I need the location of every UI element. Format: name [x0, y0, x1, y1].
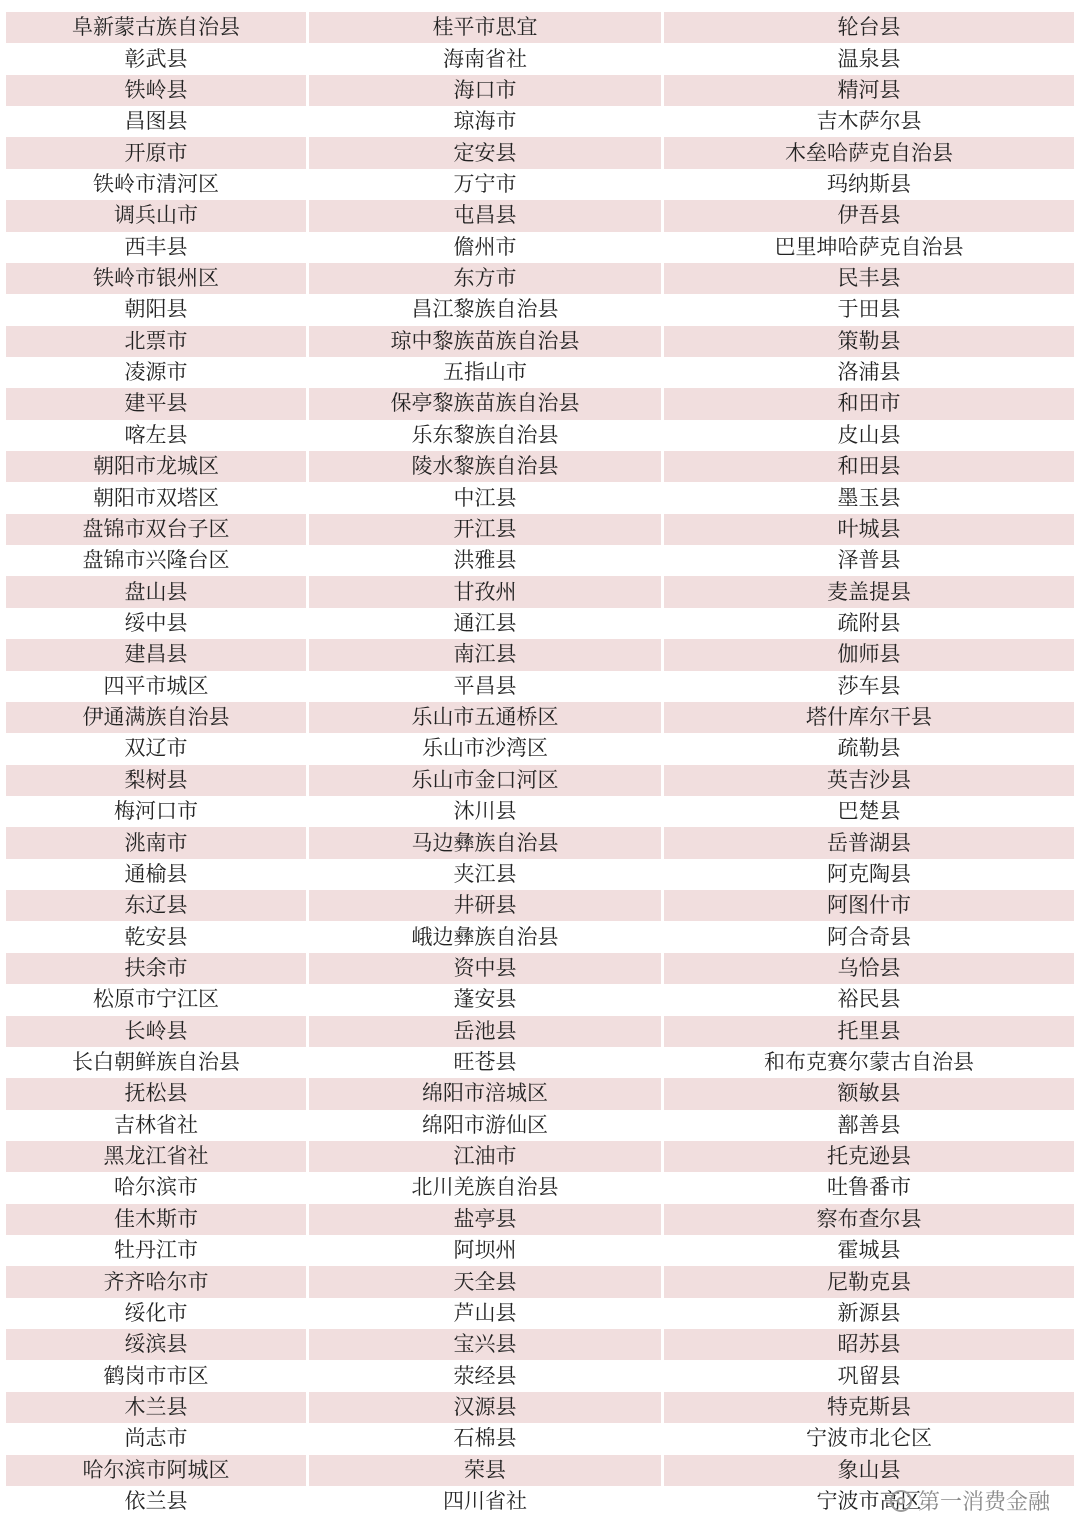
table-cell: 于田县: [837, 297, 901, 322]
table-row: [0, 1298, 1080, 1329]
table-cell: 朝阳市双塔区: [93, 485, 219, 510]
table-cell: 疏附县: [837, 611, 901, 635]
table-cell: 木垒哈萨克自治县: [664, 137, 1074, 168]
table-row: [0, 1047, 1080, 1078]
table-row: [0, 984, 1080, 1015]
table-cell: 伽师县: [664, 639, 1074, 670]
table-cell: 泽普县: [837, 548, 901, 573]
table-cell: 沐川县: [453, 799, 517, 824]
table-row: [0, 765, 1080, 796]
table-cell: 绵阳市游仙区: [422, 1112, 548, 1137]
table-cell: 琼中黎族苗族自治县: [309, 326, 661, 357]
table-cell: 阿坝州: [453, 1238, 517, 1263]
table-row: [0, 639, 1080, 670]
table-cell: 巩留县: [837, 1363, 901, 1388]
table-cell: 乌恰县: [664, 953, 1074, 984]
table-row: [0, 576, 1080, 607]
table-cell: 四川省社: [443, 1489, 527, 1514]
table-row: [0, 1078, 1080, 1109]
table-cell: 轮台县: [664, 12, 1074, 43]
table-row: [0, 702, 1080, 733]
table-cell: 昌图县: [124, 109, 188, 134]
table-row: [0, 1110, 1080, 1141]
table-cell: 洮南市: [6, 827, 306, 858]
table-row: [0, 1329, 1080, 1360]
table-row: [0, 1235, 1080, 1266]
table-cell: 绥化市: [124, 1300, 188, 1325]
table-cell: 绥滨县: [6, 1329, 306, 1360]
table-cell: 伊通满族自治县: [6, 702, 306, 733]
table-cell: 岳普湖县: [664, 827, 1074, 858]
table-row: [0, 545, 1080, 576]
table-cell: 铁岭市清河区: [93, 171, 219, 196]
table-row: [0, 232, 1080, 263]
table-cell: 铁岭市银州区: [6, 263, 306, 294]
table-cell: 南江县: [309, 639, 661, 670]
table-cell: 荣县: [309, 1455, 661, 1486]
table-cell: 喀左县: [124, 422, 188, 447]
table-cell: 依兰县: [124, 1489, 188, 1514]
table-row: [0, 451, 1080, 482]
table-cell: 琼海市: [453, 109, 517, 134]
table-cell: 抚松县: [6, 1078, 306, 1109]
table-cell: 尼勒克县: [664, 1266, 1074, 1297]
table-cell: 蓬安县: [453, 987, 517, 1012]
table-cell: 通榆县: [124, 861, 188, 886]
table-cell: 新源县: [837, 1300, 901, 1325]
table-cell: 东方市: [309, 263, 661, 294]
table-cell: 江油市: [309, 1141, 661, 1172]
table-cell: 察布查尔县: [664, 1204, 1074, 1235]
table-cell: 长岭县: [6, 1016, 306, 1047]
table-row: [0, 890, 1080, 921]
table-cell: 民丰县: [664, 263, 1074, 294]
table-cell: 马边彝族自治县: [309, 827, 661, 858]
table-cell: 桂平市思宜: [309, 12, 661, 43]
table-cell: 平昌县: [453, 673, 517, 698]
table-cell: 阿合奇县: [827, 924, 911, 949]
table-cell: 梅河口市: [114, 799, 198, 824]
table-row: [0, 1360, 1080, 1391]
table-cell: 疏勒县: [837, 736, 901, 761]
table-cell: 温泉县: [837, 46, 901, 71]
table-cell: 英吉沙县: [664, 765, 1074, 796]
table-cell: 裕民县: [837, 987, 901, 1012]
table-row: [0, 263, 1080, 294]
table-cell: 四平市城区: [103, 673, 209, 698]
table-cell: 通江县: [453, 611, 517, 635]
table-cell: 屯昌县: [309, 200, 661, 231]
table-cell: 建昌县: [6, 639, 306, 670]
table-cell: 乐山市五通桥区: [309, 702, 661, 733]
table-cell: 峨边彝族自治县: [411, 924, 559, 949]
table-cell: 调兵山市: [6, 200, 306, 231]
table-cell: 和布克赛尔蒙古自治县: [764, 1050, 974, 1075]
table-row: [0, 137, 1080, 168]
table-row: [0, 200, 1080, 231]
table-cell: 托克逊县: [664, 1141, 1074, 1172]
table-row: [0, 1455, 1080, 1486]
table-cell: 五指山市: [443, 360, 527, 385]
table-row: [0, 326, 1080, 357]
table-cell: 汉源县: [309, 1392, 661, 1423]
table-cell: 西丰县: [124, 234, 188, 259]
table-cell: 北票市: [6, 326, 306, 357]
table-cell: 天全县: [309, 1266, 661, 1297]
table-cell: 梨树县: [6, 765, 306, 796]
wechat-icon: [890, 1490, 912, 1512]
table-cell: 岳池县: [309, 1016, 661, 1047]
table-cell: 精河县: [664, 75, 1074, 106]
table-row: [0, 796, 1080, 827]
table-cell: 开原市: [6, 137, 306, 168]
table-cell: 海口市: [309, 75, 661, 106]
table-cell: 托里县: [664, 1016, 1074, 1047]
table-cell: 盘锦市兴隆台区: [82, 548, 230, 573]
table-cell: 石棉县: [453, 1426, 517, 1451]
table-cell: 夹江县: [453, 861, 517, 886]
table-cell: 乐山市沙湾区: [422, 736, 548, 761]
table-cell: 玛纳斯县: [827, 171, 911, 196]
table-cell: 长白朝鲜族自治县: [72, 1050, 240, 1075]
table-cell: 策勒县: [664, 326, 1074, 357]
table-row: [0, 859, 1080, 890]
table-cell: 阜新蒙古族自治县: [6, 12, 306, 43]
table-cell: 额敏县: [664, 1078, 1074, 1109]
table-cell: 塔什库尔干县: [664, 702, 1074, 733]
table-row: [0, 169, 1080, 200]
table-cell: 吉木萨尔县: [816, 109, 922, 134]
watermark: [890, 1485, 1050, 1516]
table-cell: 开江县: [309, 514, 661, 545]
table-cell: 吐鲁番市: [827, 1175, 911, 1200]
table-cell: 巴楚县: [837, 799, 901, 824]
table-cell: 昌江黎族自治县: [411, 297, 559, 322]
table-cell: 洛浦县: [837, 360, 901, 385]
table-cell: 宁波市北仑区: [806, 1426, 932, 1451]
table-cell: 鹤岗市市区: [103, 1363, 209, 1388]
county-list-table: [0, 12, 1080, 1517]
table-cell: 双辽市: [124, 736, 188, 761]
table-cell: 乐东黎族自治县: [411, 422, 559, 447]
table-cell: 尚志市: [124, 1426, 188, 1451]
table-cell: 莎车县: [837, 673, 901, 698]
table-cell: 乾安县: [124, 924, 188, 949]
table-row: [0, 733, 1080, 764]
table-row: [0, 43, 1080, 74]
table-cell: 铁岭县: [6, 75, 306, 106]
table-cell: 保亭黎族苗族自治县: [309, 388, 661, 419]
table-cell: 阿克陶县: [827, 861, 911, 886]
table-cell: 和田县: [664, 451, 1074, 482]
table-cell: 牡丹江市: [114, 1238, 198, 1263]
table-cell: 盘锦市双台子区: [6, 514, 306, 545]
table-cell: 彰武县: [124, 46, 188, 71]
table-cell: 乐山市金口河区: [309, 765, 661, 796]
table-cell: 朝阳县: [124, 297, 188, 322]
table-row: [0, 106, 1080, 137]
table-cell: 洪雅县: [453, 548, 517, 573]
table-cell: 绥中县: [124, 611, 188, 635]
table-row: [0, 75, 1080, 106]
watermark-text: 第一消费金融: [917, 1490, 1050, 1515]
table-cell: 鄯善县: [837, 1112, 901, 1137]
table-cell: 甘孜州: [309, 576, 661, 607]
table-cell: 松原市宁江区: [93, 987, 219, 1012]
table-cell: 盘山县: [6, 576, 306, 607]
table-row: [0, 1172, 1080, 1203]
table-row: [0, 1141, 1080, 1172]
table-row: [0, 420, 1080, 451]
table-cell: 芦山县: [453, 1300, 517, 1325]
table-cell: 陵水黎族自治县: [309, 451, 661, 482]
table-cell: 凌源市: [124, 360, 188, 385]
table-cell: 万宁市: [453, 171, 517, 196]
table-row: [0, 1423, 1080, 1454]
table-cell: 扶余市: [6, 953, 306, 984]
table-row: [0, 514, 1080, 545]
table-row: [0, 671, 1080, 702]
table-cell: 阿图什市: [664, 890, 1074, 921]
table-cell: 特克斯县: [664, 1392, 1074, 1423]
table-cell: 绵阳市涪城区: [309, 1078, 661, 1109]
table-cell: 朝阳市龙城区: [6, 451, 306, 482]
table-cell: 哈尔滨市: [114, 1175, 198, 1200]
table-row: [0, 953, 1080, 984]
table-row: [0, 1204, 1080, 1235]
table-row: [0, 1016, 1080, 1047]
table-cell: 伊吾县: [664, 200, 1074, 231]
table-cell: 宝兴县: [309, 1329, 661, 1360]
table-cell: 和田市: [664, 388, 1074, 419]
table-row: [0, 357, 1080, 388]
table-cell: 墨玉县: [837, 485, 901, 510]
table-cell: 吉林省社: [114, 1112, 198, 1137]
table-cell: 霍城县: [837, 1238, 901, 1263]
table-row: [0, 608, 1080, 639]
table-cell: 旺苍县: [453, 1050, 517, 1075]
table-cell: 皮山县: [837, 422, 901, 447]
table-cell: 东辽县: [6, 890, 306, 921]
table-row: [0, 1266, 1080, 1297]
table-row: [0, 921, 1080, 952]
table-cell: 哈尔滨市阿城区: [6, 1455, 306, 1486]
table-cell: 建平县: [6, 388, 306, 419]
table-cell: 荥经县: [453, 1363, 517, 1388]
table-row: [0, 482, 1080, 513]
table-cell: 黑龙江省社: [6, 1141, 306, 1172]
table-cell: 巴里坤哈萨克自治县: [774, 234, 964, 259]
table-cell: 象山县: [664, 1455, 1074, 1486]
table-cell: 中江县: [453, 485, 517, 510]
table-cell: 海南省社: [443, 46, 527, 71]
table-cell: 麦盖提县: [664, 576, 1074, 607]
table-cell: 资中县: [309, 953, 661, 984]
table-cell: 井研县: [309, 890, 661, 921]
table-cell: 盐亭县: [309, 1204, 661, 1235]
table-row: [0, 388, 1080, 419]
table-cell: 北川羌族自治县: [411, 1175, 559, 1200]
table-cell: 儋州市: [453, 234, 517, 259]
table-row: [0, 1392, 1080, 1423]
table-cell: 佳木斯市: [6, 1204, 306, 1235]
table-cell: 定安县: [309, 137, 661, 168]
table-cell: 昭苏县: [664, 1329, 1074, 1360]
table-cell: 木兰县: [6, 1392, 306, 1423]
table-row: [0, 827, 1080, 858]
table-row: [0, 294, 1080, 325]
table-row: [0, 12, 1080, 43]
table-cell: 宁波市高区: [816, 1489, 922, 1514]
table-cell: 叶城县: [664, 514, 1074, 545]
table-cell: 齐齐哈尔市: [6, 1266, 306, 1297]
